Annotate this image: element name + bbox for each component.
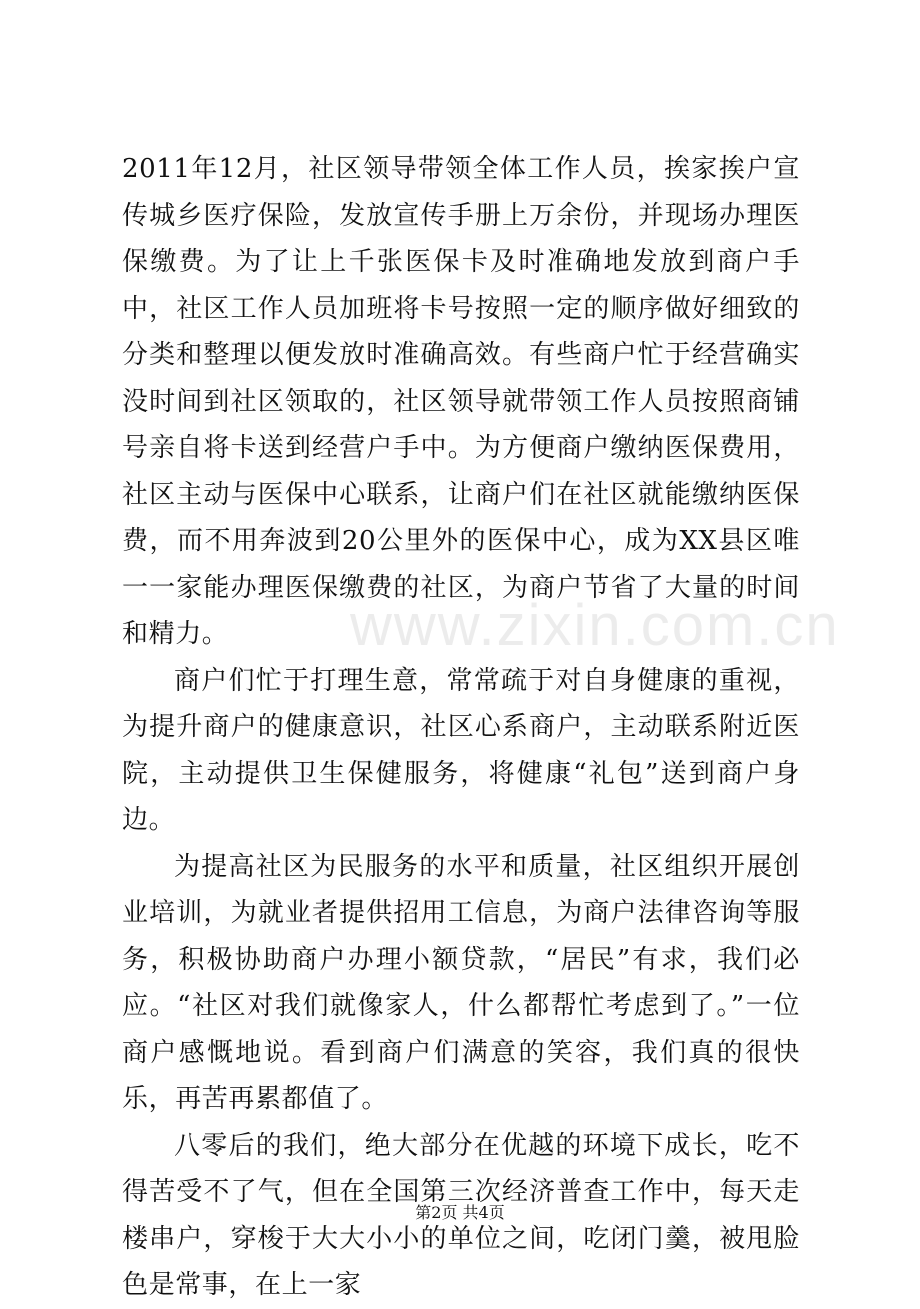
paragraph-3: 为提高社区为民服务的水平和质量，社区组织开展创业培训，为就业者提供招用工信息，为商户法律咨询等服务，积极协助商户办理小额贷款，“居民”有求，我们必应。“社区对我们就像家人，什么都帮忙考虑到了。”一位商户感慨地说。看到商户们满意的笑容，我们真的很快乐，再苦再累都值了。 [122,851,800,1114]
paragraph-1: 2011年12月，社区领导带领全体工作人员，挨家挨户宣传城乡医疗保险，发放宣传手册上万余份，并现场办理医保缴费。为了让上千张医保卡及时准确地发放到商户手中，社区工作人员加班将卡号按照一定的顺序做好细致的分类和整理以便发放时准确高效。有些商户忙于经营确实没时间到社区领取的，社区领导就带领工作人员按照商铺号亲自将卡送到经营户手中。为方便商户缴纳医保费用，社区主动与医保中心联系，让商户们在社区就能缴纳医保费，而不用奔波到20公里外的医保中心，成为XX县区唯一一家能办理医保缴费的社区，为商户节省了大量的时间和精力。 [122,154,800,649]
watermark: www.zixin.com.cn [350,593,840,658]
page-number-footer: 第2页 共4页 [415,1203,505,1222]
paragraph-4: 八零后的我们，绝大部分在优越的环境下成长，吃不得苦受不了气，但在全国第三次经济普查工作中，每天走楼串户，穿梭于大大小小的单位之间，吃闭门羹，被甩脸色是常事，在上一家 [122,1130,800,1300]
body-text [122,146,800,1309]
paragraph-2: 商户们忙于打理生意，常常疏于对自身健康的重视，为提升商户的健康意识，社区心系商户，主动联系附近医院，主动提供卫生保健服务，将健康“礼包”送到商户身边。 [122,665,800,835]
